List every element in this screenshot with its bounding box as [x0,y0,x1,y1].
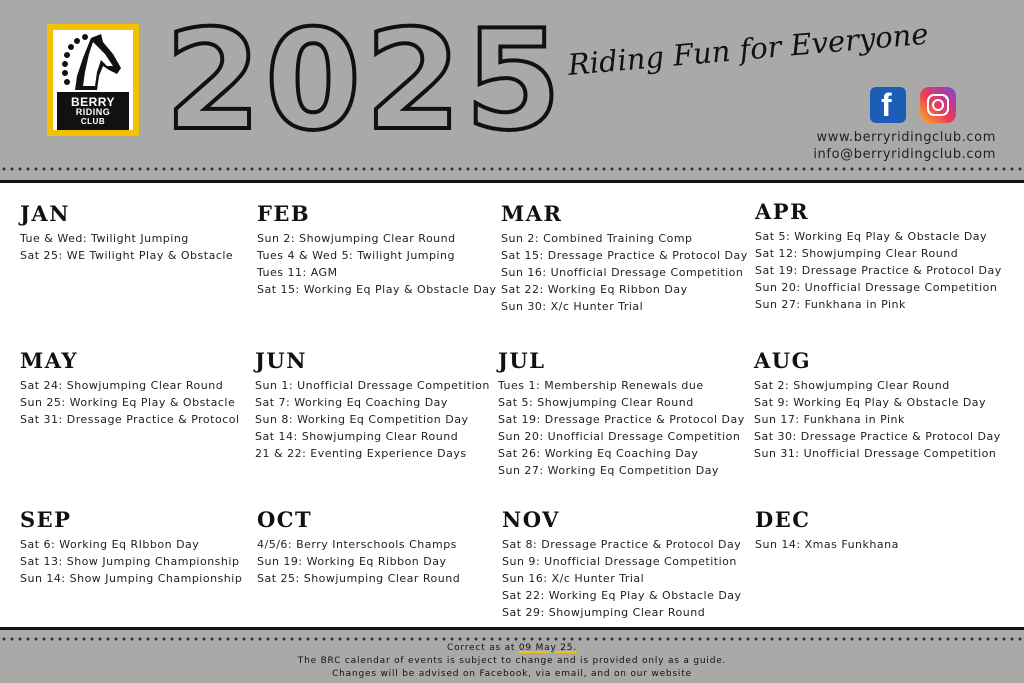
month-dec [755,508,899,553]
event-item: Sat 19: Dressage Practice & Protocol Day [755,264,1002,277]
event-item: 21 & 22: Eventing Experience Days [255,447,467,460]
email-link[interactable]: info@berryridingclub.com [813,147,996,162]
facebook-icon[interactable]: f [870,87,906,123]
event-item: Sun 16: X/c Hunter Trial [502,572,645,585]
instagram-icon[interactable] [920,87,956,123]
event-item: Sun 8: Working Eq Competition Day [255,413,469,426]
bottom-rule [0,627,1024,630]
month-name: APR [755,199,810,224]
event-item: Sat 24: Showjumping Clear Round [20,379,224,392]
header [0,0,1024,168]
event-item: Sat 5: Showjumping Clear Round [498,396,694,409]
month-oct [257,508,460,587]
month-name: DEC [755,507,811,532]
event-item: Sat 25: Showjumping Clear Round [257,572,461,585]
event-item: Sun 9: Unofficial Dressage Competition [502,555,737,568]
event-item: Tues 1: Membership Renewals due [498,379,704,392]
month-sep [20,508,242,587]
month-name: OCT [257,507,313,532]
event-item: Sat 22: Working Eq Play & Obstacle Day [502,589,742,602]
logo-text-riding: RIDING [75,107,111,117]
month-jan [20,202,233,264]
month-name: AUG [754,348,812,373]
event-item: Tue & Wed: Twilight Jumping [20,232,189,245]
event-item: Sat 13: Show Jumping Championship [20,555,240,568]
event-item: Sun 25: Working Eq Play & Obstacle [20,396,236,409]
event-item: Sun 2: Showjumping Clear Round [257,232,456,245]
event-item: Sat 30: Dressage Practice & Protocol Day [754,430,1001,443]
month-name: JUN [255,348,307,373]
event-item: Sat 15: Dressage Practice & Protocol Day [501,249,748,262]
event-item: Sat 26: Working Eq Coaching Day [498,447,699,460]
event-item: Sat 29: Showjumping Clear Round [502,606,706,619]
event-item: Sun 14: Show Jumping Championship [20,572,243,585]
month-name: FEB [257,201,311,226]
event-item: Sun 19: Working Eq Ribbon Day [257,555,447,568]
event-item: Sun 27: Working Eq Competition Day [498,464,719,477]
website-link[interactable]: www.berryridingclub.com [816,130,996,145]
event-item: Sat 5: Working Eq Play & Obstacle Day [755,230,988,243]
logo-text-berry: BERRY [70,95,116,109]
contact-info [813,129,996,163]
month-apr [755,200,1002,313]
event-item: Sat 7: Working Eq Coaching Day [255,396,448,409]
event-item: Sun 30: X/c Hunter Trial [501,300,644,313]
footer-correct-date: 09 May 25. [518,643,577,653]
footer [0,642,1024,681]
event-item: Sun 20: Unofficial Dressage Competition [755,281,998,294]
club-logo [47,24,139,136]
month-name: JUL [498,348,546,373]
event-item: Sat 19: Dressage Practice & Protocol Day [498,413,745,426]
event-item: Tues 11: AGM [257,266,338,279]
month-name: NOV [502,507,560,532]
dotted-divider-bottom [0,637,1024,641]
month-feb [257,202,497,298]
event-item: 4/5/6: Berry Interschools Champs [257,538,457,551]
event-item: Sun 1: Unofficial Dressage Competition [255,379,490,392]
footer-correct-line [0,642,1024,655]
event-item: Sat 14: Showjumping Clear Round [255,430,459,443]
tagline: Riding Fun for Everyone [566,16,930,82]
footer-changes-note: Changes will be advised on Facebook, via email, and on our website [332,669,692,679]
event-item: Sun 16: Unofficial Dressage Competition [501,266,744,279]
month-name: MAR [501,201,563,226]
month-aug [754,349,1001,462]
month-name: JAN [20,201,70,226]
event-item: Sat 31: Dressage Practice & Protocol [20,413,240,426]
footer-disclaimer: The BRC calendar of events is subject to change and is provided only as a guide. [297,656,727,666]
event-item: Sat 22: Working Eq Ribbon Day [501,283,688,296]
event-item: Tues 4 & Wed 5: Twilight Jumping [257,249,456,262]
event-item: Sat 2: Showjumping Clear Round [754,379,950,392]
event-item: Sat 12: Showjumping Clear Round [755,247,959,260]
year-title: 2025 [165,0,566,161]
dotted-divider [0,167,1024,171]
month-mar [501,202,748,315]
event-item: Sun 14: Xmas Funkhana [755,538,899,551]
horse-head-icon [57,32,129,94]
month-name: MAY [20,348,78,373]
logo-text-club: CLUB [80,117,106,126]
event-item: Sat 8: Dressage Practice & Protocol Day [502,538,742,551]
month-jul [498,349,745,479]
event-item: Sat 9: Working Eq Play & Obstacle Day [754,396,987,409]
calendar-grid [0,183,1024,627]
event-item: Sat 6: Working Eq RIbbon Day [20,538,200,551]
month-name: SEP [20,507,72,532]
footer-correct-prefix: Correct as at [447,643,519,653]
event-item: Sun 2: Combined Training Comp [501,232,693,245]
event-item: Sun 27: Funkhana in Pink [755,298,906,311]
month-jun [255,349,490,462]
event-item: Sat 15: Working Eq Play & Obstacle Day [257,283,497,296]
event-item: Sat 25: WE Twilight Play & Obstacle [20,249,234,262]
event-item: Sun 17: Funkhana in Pink [754,413,905,426]
event-item: Sun 31: Unofficial Dressage Competition [754,447,997,460]
month-may [20,349,240,428]
month-nov [502,508,742,621]
event-item: Sun 20: Unofficial Dressage Competition [498,430,741,443]
